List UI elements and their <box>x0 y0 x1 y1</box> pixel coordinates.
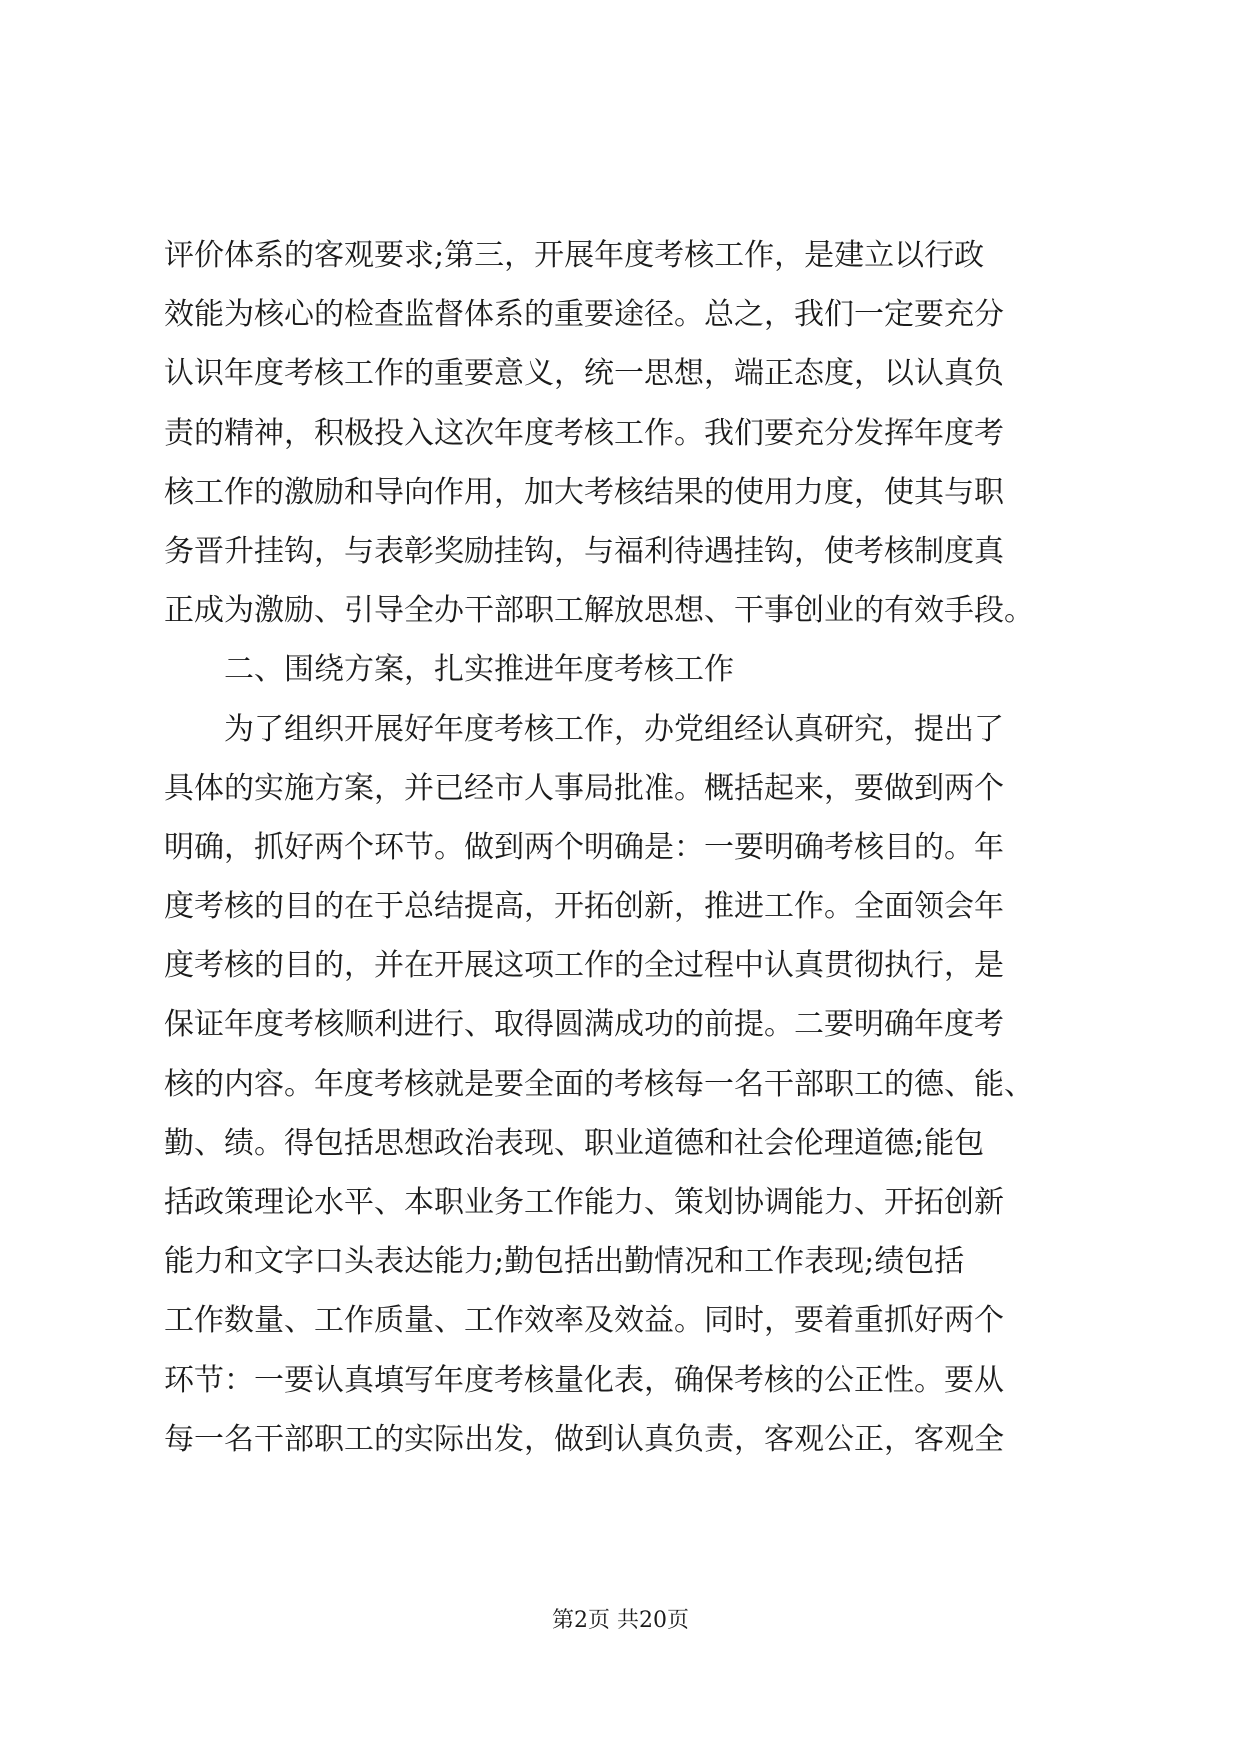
section-heading: 二、围绕方案，扎实推进年度考核工作 <box>164 652 734 688</box>
text-line: 为了组织开展好年度考核工作，办党组经认真研究，提出了 <box>164 711 1004 747</box>
text-line: 务晋升挂钩，与表彰奖励挂钩，与福利待遇挂钩，使考核制度真 <box>164 533 1004 569</box>
text-line: 具体的实施方案，并已经市人事局批准。概括起来，要做到两个 <box>164 770 1004 806</box>
text-line: 度考核的目的，并在开展这项工作的全过程中认真贯彻执行，是 <box>164 948 1004 984</box>
page-footer: 第2页 共20页 <box>552 1608 689 1633</box>
text-line: 能力和文字口头表达能力;勤包括出勤情况和工作表现;绩包括 <box>164 1244 965 1280</box>
text-line: 正成为激励、引导全办干部职工解放思想、干事创业的有效手段。 <box>164 593 1034 629</box>
text-line: 明确，抓好两个环节。做到两个明确是：一要明确考核目的。年 <box>164 829 1004 865</box>
body-text <box>164 226 1094 1469</box>
text-line: 勤、绩。得包括思想政治表现、职业道德和社会伦理道德;能包 <box>164 1125 985 1161</box>
text-line: 保证年度考核顺利进行、取得圆满成功的前提。二要明确年度考 <box>164 1007 1004 1043</box>
text-line: 核的内容。年度考核就是要全面的考核每一名干部职工的德、能、 <box>164 1066 1034 1102</box>
text-line: 每一名干部职工的实际出发，做到认真负责，客观公正，客观全 <box>164 1421 1004 1457</box>
text-line: 工作数量、工作质量、工作效率及效益。同时，要着重抓好两个 <box>164 1303 1004 1339</box>
text-line: 环节：一要认真填写年度考核量化表，确保考核的公正性。要从 <box>164 1362 1004 1398</box>
text-line: 括政策理论水平、本职业务工作能力、策划协调能力、开拓创新 <box>164 1185 1004 1220</box>
text-line: 度考核的目的在于总结提高，开拓创新，推进工作。全面领会年 <box>164 889 1004 925</box>
text-line: 评价体系的客观要求;第三，开展年度考核工作，是建立以行政 <box>164 238 985 273</box>
text-line: 效能为核心的检查监督体系的重要途径。总之，我们一定要充分 <box>164 297 1004 333</box>
text-line: 认识年度考核工作的重要意义，统一思想，端正态度，以认真负 <box>164 356 1004 392</box>
text-line: 责的精神，积极投入这次年度考核工作。我们要充分发挥年度考 <box>164 415 1004 451</box>
text-line: 核工作的激励和导向作用，加大考核结果的使用力度，使其与职 <box>164 474 1004 510</box>
